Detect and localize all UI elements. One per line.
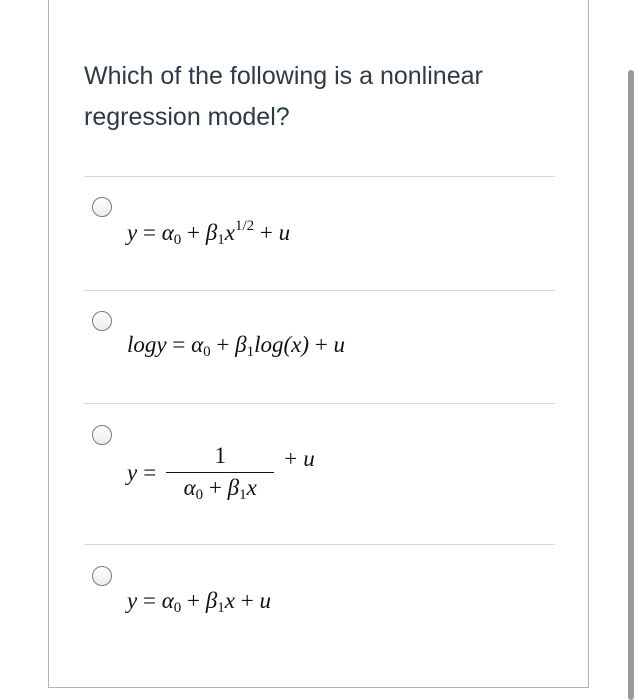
beta-subscript: 1 <box>246 344 255 360</box>
var-alpha: α <box>161 220 174 245</box>
var-beta: β <box>227 474 240 500</box>
fraction-numerator: 1 <box>214 442 226 468</box>
plus-sign: + <box>314 332 328 357</box>
var-u: u <box>303 446 315 471</box>
plus-sign: + <box>284 446 298 471</box>
plus-sign: + <box>259 220 273 245</box>
divider <box>84 403 555 404</box>
option-3-radio[interactable] <box>92 425 112 445</box>
beta-subscript: 1 <box>239 486 247 503</box>
log-function: log(x) <box>254 332 310 357</box>
alpha-subscript: 0 <box>195 486 204 503</box>
var-u: u <box>278 220 291 245</box>
plus-sign: + <box>216 332 230 357</box>
option-3-equation[interactable] <box>127 440 315 506</box>
divider <box>84 290 555 291</box>
beta-subscript: 1 <box>217 232 225 248</box>
fraction-denominator <box>184 473 257 504</box>
beta-subscript: 1 <box>217 600 225 616</box>
var-u: u <box>259 588 271 613</box>
fraction <box>166 443 274 504</box>
var-alpha: α <box>183 474 196 500</box>
var-beta: β <box>235 332 247 357</box>
divider <box>84 176 555 177</box>
equals-sign: = <box>142 220 156 245</box>
var-beta: β <box>205 220 218 245</box>
var-x: x <box>246 474 257 500</box>
option-1-equation[interactable] <box>127 218 290 249</box>
var-alpha: α <box>161 588 174 613</box>
plus-sign: + <box>187 588 201 613</box>
plus-sign: + <box>240 588 254 613</box>
scrollbar[interactable] <box>628 70 634 700</box>
question-text: Which of the following is a nonlinear regression model? <box>84 62 483 131</box>
option-1-radio[interactable] <box>92 197 112 217</box>
equals-sign: = <box>142 588 156 613</box>
var-x: x <box>224 588 235 613</box>
x-exponent: 1/2 <box>234 218 255 234</box>
equals-sign: = <box>172 332 186 357</box>
var-x: x <box>224 220 235 245</box>
option-2-radio[interactable] <box>92 311 112 331</box>
alpha-subscript: 0 <box>203 344 211 360</box>
var-alpha: α <box>191 332 204 357</box>
option-2-equation[interactable] <box>127 332 345 361</box>
divider <box>84 544 555 545</box>
equals-sign: = <box>143 460 157 485</box>
var-u: u <box>333 332 346 357</box>
var-y: y <box>127 588 138 613</box>
plus-sign: + <box>208 474 222 500</box>
option-4-radio[interactable] <box>92 566 112 586</box>
alpha-subscript: 0 <box>173 600 182 616</box>
var-y: y <box>127 220 138 245</box>
var-beta: β <box>205 588 218 613</box>
alpha-subscript: 0 <box>173 232 182 248</box>
var-logy: logy <box>127 332 167 357</box>
var-y: y <box>127 460 138 485</box>
option-4-equation[interactable] <box>127 588 271 617</box>
plus-sign: + <box>187 220 201 245</box>
